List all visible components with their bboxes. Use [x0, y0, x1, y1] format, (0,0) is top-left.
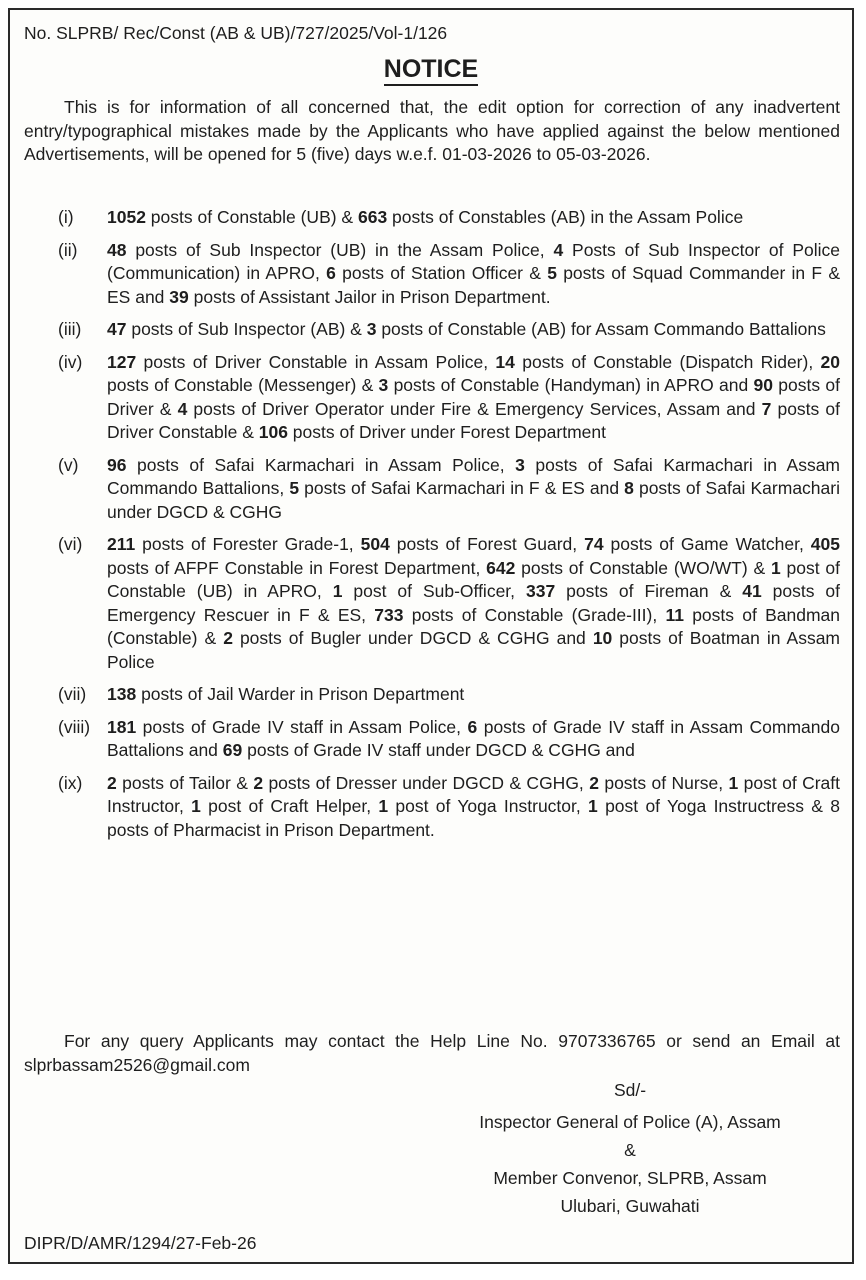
- list-item: [10, 239, 840, 310]
- post-count: 1: [191, 796, 201, 816]
- post-count: 4: [177, 398, 188, 419]
- post-description: posts of Dresser under DGCD & CGHG,: [263, 772, 590, 793]
- post-description: posts of Boatman in Assam Police: [107, 628, 841, 672]
- post-description: posts of Sub Inspector (AB) &: [126, 319, 367, 339]
- post-count: 3: [515, 454, 525, 475]
- dipr-code: DIPR/D/AMR/1294/27-Feb-26: [24, 1233, 257, 1253]
- post-description: posts of Constable (Handyman) in APRO and: [388, 375, 754, 395]
- post-description: posts of Tailor &: [116, 772, 254, 793]
- list-item-number: (i): [58, 207, 74, 227]
- post-description: posts of Sub Inspector (UB) in the Assam Police,: [126, 239, 554, 260]
- signature-designation-2: Member Convenor, SLPRB, Assam: [493, 1168, 767, 1188]
- post-description: posts of Safai Karmachari in Assam Police,: [126, 454, 516, 475]
- post-description: posts of Constable (Dispatch Rider),: [514, 351, 821, 372]
- post-description: posts of Forest Guard,: [389, 534, 585, 554]
- post-count: 6: [467, 716, 478, 737]
- post-count: 663: [357, 207, 388, 227]
- post-description: posts of Bandman (Constable) &: [107, 604, 840, 648]
- notice-frame: [8, 8, 854, 1264]
- post-count: 211: [107, 534, 136, 554]
- post-count: 3: [366, 319, 377, 339]
- post-description: post of Craft Helper,: [200, 796, 379, 816]
- post-count: 69: [222, 740, 243, 760]
- post-count: 2: [107, 772, 117, 793]
- post-description: posts of Squad Commander in F & ES and: [107, 263, 841, 307]
- post-description: posts of Safai Karmachari in F & ES and: [299, 478, 625, 498]
- notice-title: [10, 54, 852, 84]
- post-count: 337: [525, 581, 556, 601]
- post-count: 127: [107, 351, 137, 372]
- intro-paragraph: This is for information of all concerned that, the edit option for correction of any inadvertent entry/typographical mistakes made by the Applicants who have applied against the below mentioned Advertisements, will be opened for 5 (five) days w.e.f. 01-03-2026 to 05-03-2026.: [24, 97, 840, 164]
- post-description: posts of Bugler under DGCD & CGHG and: [232, 628, 593, 648]
- post-count: 41: [742, 581, 762, 601]
- post-count: 1: [378, 796, 389, 816]
- list-item: [10, 772, 840, 843]
- list-item-number: (ii): [58, 239, 78, 260]
- post-description: posts of Driver under Forest Department: [287, 422, 606, 442]
- post-count: 1052: [107, 207, 146, 227]
- post-count: 74: [584, 534, 604, 554]
- post-description: posts of Safai Karmachari under DGCD & CGHG: [107, 478, 840, 522]
- signature-ampersand: &: [624, 1140, 636, 1160]
- post-description: post of Constable (UB) in APRO,: [107, 557, 840, 601]
- list-item-text: [107, 352, 840, 443]
- post-count: 3: [378, 375, 389, 395]
- list-item-number: (iv): [58, 351, 83, 372]
- post-description: posts of Constable (UB) &: [145, 207, 358, 227]
- post-description: posts of Constables (AB) in the Assam Police: [387, 207, 744, 227]
- post-count: 20: [820, 351, 840, 372]
- post-count: 48: [107, 239, 127, 260]
- post-count: 2: [253, 772, 264, 793]
- list-item: [10, 318, 840, 342]
- post-description: posts of Station Officer &: [335, 263, 548, 283]
- list-item: [10, 206, 840, 230]
- post-description: posts of Game Watcher,: [603, 534, 811, 554]
- post-count: 1: [332, 581, 343, 601]
- list-item: [10, 716, 840, 763]
- post-count: 47: [107, 319, 127, 339]
- post-count: 6: [326, 263, 336, 283]
- post-description: posts of Safai Karmachari in Assam Commando Battalions,: [107, 454, 841, 498]
- post-description: posts of AFPF Constable in Forest Department,: [107, 557, 487, 578]
- list-item-number: (iii): [58, 319, 82, 339]
- post-description: posts of Driver Operator under Fire & Emergency Services, Assam and: [187, 398, 762, 419]
- post-description: posts of Assistant Jailor in Prison Department.: [188, 286, 551, 307]
- list-item-text: [107, 534, 840, 672]
- post-count: 8: [624, 478, 634, 498]
- post-count: 96: [107, 454, 127, 475]
- list-item-text: [107, 319, 826, 339]
- list-item: [10, 683, 840, 707]
- post-count: 1: [770, 557, 781, 578]
- post-description: posts of Constable (Grade-III),: [403, 604, 666, 625]
- post-count: 90: [753, 375, 773, 395]
- post-count: 1: [588, 796, 598, 816]
- contact-paragraph: For any query Applicants may contact the Help Line No. 9707336765 or send an Email at slprbassam2526@gmail.com: [24, 1031, 840, 1075]
- post-count: 39: [169, 286, 189, 307]
- signature-sd: Sd/-: [613, 1080, 647, 1100]
- post-count: 106: [258, 422, 288, 442]
- list-item: [10, 454, 840, 525]
- post-count: 2: [223, 628, 233, 648]
- list-item-text: [107, 207, 743, 227]
- signature-block: [410, 1076, 850, 1220]
- post-description: post of Sub-Officer,: [342, 581, 526, 601]
- post-description: posts of Grade IV staff in Assam Police,: [136, 716, 468, 737]
- post-count: 4: [553, 239, 564, 260]
- post-description: posts of Nurse,: [598, 772, 729, 793]
- post-description: posts of Grade IV staff in Assam Commando Battalions and: [107, 716, 840, 760]
- list-item-number: (viii): [58, 716, 91, 737]
- post-description: posts of Driver Constable in Assam Police,: [136, 351, 496, 372]
- post-count: 7: [761, 398, 772, 419]
- post-count: 733: [374, 604, 404, 625]
- post-description: posts of Forester Grade-1,: [135, 534, 361, 554]
- post-description: posts of Jail Warder in Prison Department: [136, 684, 465, 704]
- list-item-text: [107, 240, 840, 307]
- post-description: posts of Grade IV staff under DGCD & CGHG and: [242, 740, 635, 760]
- list-item-text: [107, 455, 840, 522]
- post-count: 181: [107, 716, 137, 737]
- post-count: 405: [810, 534, 840, 554]
- notice-title-text: NOTICE: [384, 55, 478, 86]
- signature-designation-1: Inspector General of Police (A), Assam: [479, 1112, 781, 1132]
- list-item-number: (vii): [58, 684, 87, 704]
- post-description: posts of Driver &: [107, 375, 840, 419]
- post-count: 5: [547, 263, 557, 283]
- signature-address: Ulubari, Guwahati: [560, 1196, 700, 1216]
- list-item-text: [107, 684, 464, 704]
- list-item-number: (v): [58, 454, 79, 475]
- list-item-text: [107, 773, 840, 840]
- post-description: posts of Fireman &: [555, 581, 743, 601]
- reference-number: No. SLPRB/ Rec/Const (AB & UB)/727/2025/Vol-1/126: [24, 23, 448, 43]
- post-description: posts of Constable (Messenger) &: [107, 375, 379, 395]
- list-item-number: (vi): [58, 534, 83, 554]
- list-item: [10, 351, 840, 445]
- post-description: post of Yoga Instructor,: [388, 796, 589, 816]
- post-description: post of Craft Instructor,: [107, 772, 840, 816]
- post-count: 11: [665, 604, 684, 625]
- post-count: 1: [728, 772, 739, 793]
- post-description: posts of Constable (WO/WT) &: [515, 557, 771, 578]
- post-count: 138: [107, 684, 137, 704]
- post-description: post of Yoga Instructress & 8 posts of Pharmacist in Prison Department.: [107, 796, 840, 840]
- post-count: 14: [495, 351, 515, 372]
- post-description: posts of Emergency Rescuer in F & ES,: [107, 581, 841, 625]
- post-description: posts of Constable (AB) for Assam Commando Battalions: [376, 319, 826, 339]
- post-description: Posts of Sub Inspector of Police (Communication) in APRO,: [107, 239, 840, 283]
- post-description: posts of Driver Constable &: [107, 398, 840, 442]
- post-count: 642: [486, 557, 516, 578]
- post-count: 2: [589, 772, 599, 793]
- post-count: 504: [360, 534, 390, 554]
- list-item-text: [107, 717, 840, 761]
- advertisement-list: [10, 206, 840, 851]
- post-count: 10: [592, 628, 613, 648]
- post-count: 5: [289, 478, 300, 498]
- list-item-number: (ix): [58, 772, 83, 793]
- list-item: [10, 533, 840, 674]
